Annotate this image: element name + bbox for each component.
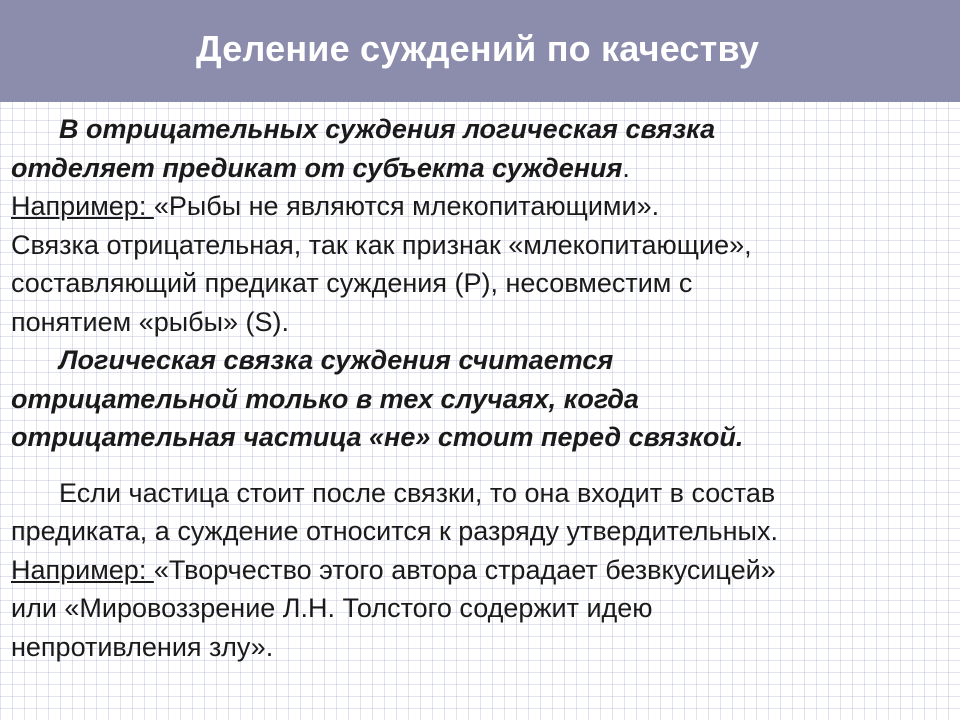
example-text: «Рыбы не являются млекопитающими».: [153, 191, 660, 221]
paragraph-negation-rule: [11, 341, 951, 457]
para1-line-5: составляющий предикат суждения (Р), несовместим с: [11, 268, 693, 298]
slide-title: Деление суждений по качеству: [196, 28, 760, 69]
para1-line-6: понятием «рыбы» (S).: [11, 306, 290, 337]
slide-content: [11, 110, 951, 666]
paragraph-particle-after-copula: [11, 474, 951, 667]
para2-line-3: отрицательная частица «не» стоит перед связкой.: [11, 422, 744, 452]
paragraph-negative-judgments: [11, 110, 951, 341]
para1-line-2: [11, 149, 951, 188]
example-label: Например:: [11, 191, 154, 221]
para1-line-4: Связка отрицательная, так как признак «млекопитающие»,: [11, 229, 752, 260]
para3-line-5: непротивления злу».: [11, 631, 274, 662]
example-text: «Творчество этого автора страдает безвкусицей»: [153, 554, 776, 585]
para1-line-1: В отрицательных суждения логическая связка: [59, 114, 716, 144]
para1-line-2-end: .: [622, 152, 630, 183]
para3-example: [11, 551, 951, 590]
para1-example: [11, 187, 951, 226]
example-label: Например:: [11, 554, 154, 585]
para2-line-2: отрицательной только в тех случаях, когда: [11, 383, 639, 414]
para3-line-1: Если частица стоит после связки, то она входит в состав: [59, 477, 776, 508]
title-bar: [0, 0, 960, 102]
para3-line-4: или «Мировоззрение Л.Н. Толстого содержит идею: [11, 593, 653, 623]
para1-line-2-bold: отделяет предикат от субъекта суждения: [11, 152, 623, 183]
para2-line-1: Логическая связка суждения считается: [59, 345, 614, 375]
para3-line-2: предиката, а суждение относится к разряду утвердительных.: [11, 516, 778, 546]
